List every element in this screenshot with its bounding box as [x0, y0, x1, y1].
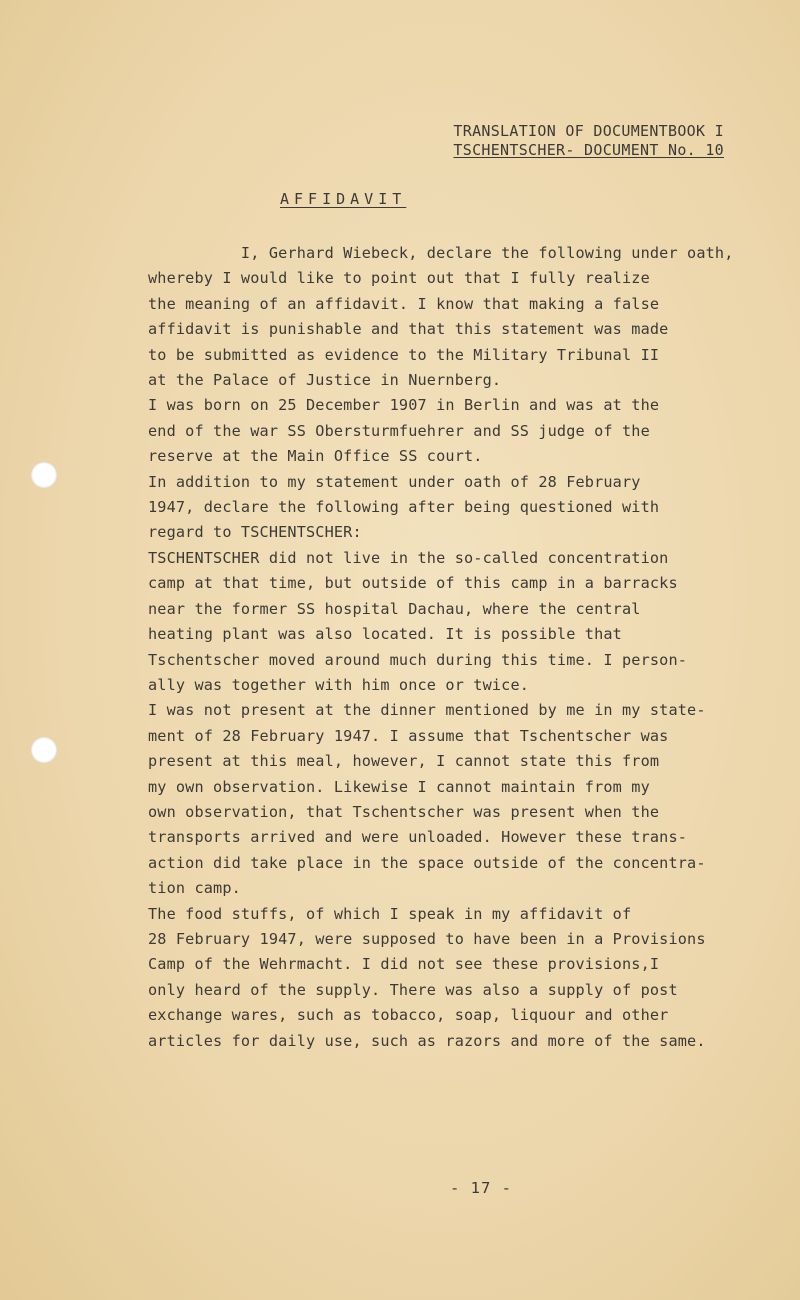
body-line: reserve at the Main Office SS court. [148, 447, 483, 466]
body-line: Tschentscher moved around much during this time. I person- [148, 650, 688, 669]
punch-hole-lower [31, 737, 57, 763]
body-line: TSCHENTSCHER did not live in the so-called concentration [148, 548, 669, 567]
body-line: ment of 28 February 1947. I assume that Tschentscher was [148, 726, 669, 745]
affidavit-body [148, 241, 788, 1054]
body-line: own observation, that Tschentscher was present when the [148, 802, 660, 821]
body-line: articles for daily use, such as razors and more of the same. [148, 1031, 706, 1050]
body-line: affidavit is punishable and that this statement was made [148, 320, 669, 339]
body-line: regard to TSCHENTSCHER: [148, 523, 362, 542]
body-line: the meaning of an affidavit. I know that making a false [148, 294, 660, 313]
body-line: present at this meal, however, I cannot state this from [148, 752, 660, 771]
document-header [453, 122, 724, 160]
header-translation-line: TRANSLATION OF DOCUMENTBOOK I [453, 122, 724, 140]
body-line: end of the war SS Obersturmfuehrer and SS judge of the [148, 421, 650, 440]
body-line: 28 February 1947, were supposed to have been in a Provisions [148, 929, 706, 948]
body-line: tion camp. [148, 879, 241, 898]
body-line: whereby I would like to point out that I fully realize [148, 269, 650, 288]
body-line: camp at that time, but outside of this camp in a barracks [148, 574, 678, 593]
body-line: The food stuffs, of which I speak in my affidavit of [148, 904, 632, 923]
body-line: In addition to my statement under oath of 28 February [148, 472, 641, 491]
body-line: only heard of the supply. There was also a supply of post [148, 980, 678, 999]
body-line: heating plant was also located. It is possible that [148, 625, 622, 644]
body-line: I was born on 25 December 1907 in Berlin and was at the [148, 396, 660, 415]
punch-hole-upper [31, 462, 57, 488]
body-line: at the Palace of Justice in Nuernberg. [148, 371, 502, 390]
body-line: I was not present at the dinner mentioned by me in my state- [148, 701, 706, 720]
body-line: exchange wares, such as tobacco, soap, liquour and other [148, 1006, 669, 1025]
body-line: to be submitted as evidence to the Military Tribunal II [148, 345, 660, 364]
body-line: action did take place in the space outside of the concentra- [148, 853, 706, 872]
body-line: Camp of the Wehrmacht. I did not see these provisions,I [148, 955, 660, 974]
body-line: ally was together with him once or twice. [148, 675, 530, 694]
body-line: 1947, declare the following after being questioned with [148, 498, 660, 517]
body-line: near the former SS hospital Dachau, where the central [148, 599, 641, 618]
body-line: my own observation. Likewise I cannot maintain from my [148, 777, 650, 796]
body-line: transports arrived and were unloaded. However these trans- [148, 828, 688, 847]
body-line: I, Gerhard Wiebeck, declare the following under oath, [148, 244, 734, 262]
document-title: AFFIDAVIT [280, 190, 407, 208]
page-number: - 17 - [450, 1179, 512, 1197]
header-document-number: TSCHENTSCHER- DOCUMENT No. 10 [453, 141, 724, 159]
